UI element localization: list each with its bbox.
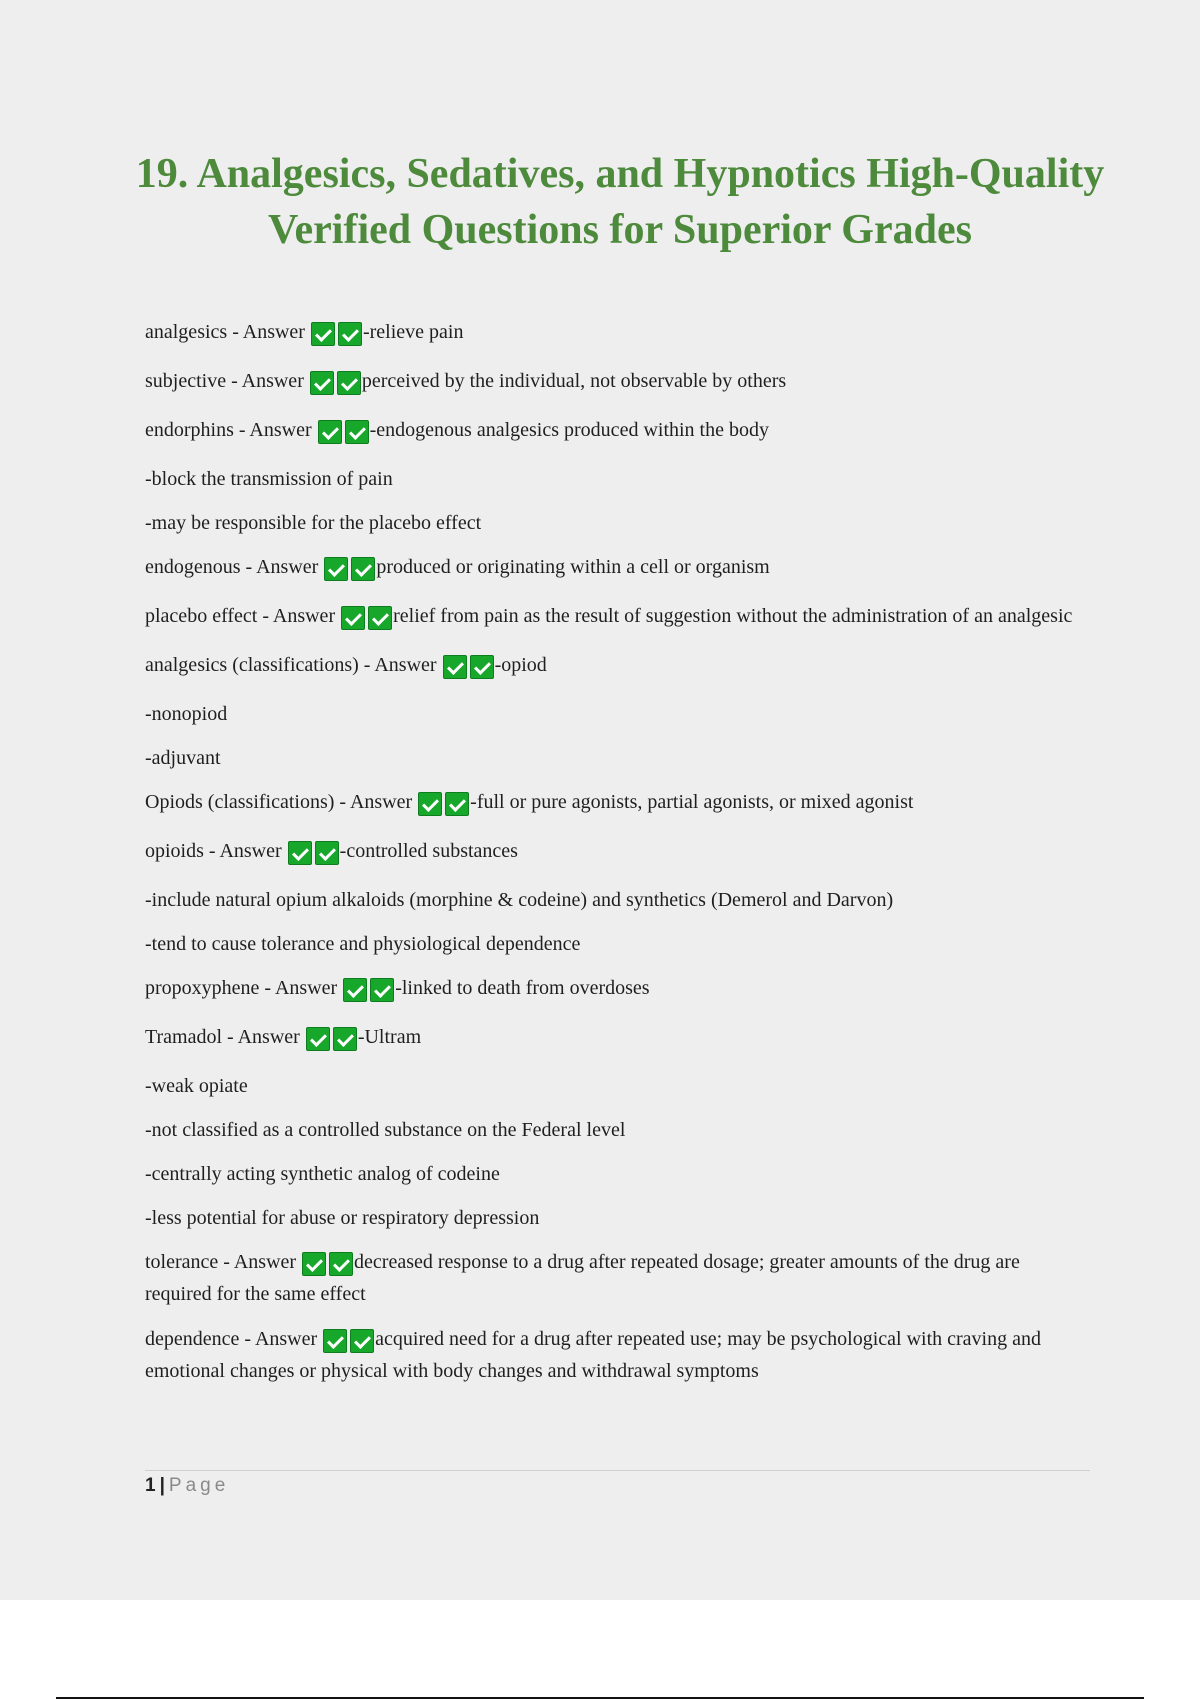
entry-note bbox=[145, 1160, 1090, 1188]
entry-text: -centrally acting synthetic analog of codeine bbox=[145, 1163, 500, 1185]
footer-divider bbox=[145, 1470, 1090, 1471]
entry-answer: -endogenous analgesics produced within the body bbox=[369, 419, 769, 441]
entry-term: dependence - Answer bbox=[145, 1328, 318, 1350]
checkmark-icon bbox=[329, 1252, 353, 1276]
bottom-rule bbox=[56, 1697, 1144, 1699]
qa-entry bbox=[145, 788, 1090, 820]
entry-list bbox=[145, 318, 1090, 1402]
checkmark-icon bbox=[333, 1027, 357, 1051]
checkmark-icon bbox=[470, 655, 494, 679]
entry-text: -include natural opium alkaloids (morphine & codeine) and synthetics (Demerol and Darvon) bbox=[145, 889, 894, 911]
entry-note bbox=[145, 1204, 1090, 1232]
entry-text: -may be responsible for the placebo effect bbox=[145, 512, 482, 534]
checkmark-icon bbox=[315, 841, 339, 865]
answer-marks bbox=[323, 1329, 374, 1357]
checkmark-icon bbox=[318, 420, 342, 444]
entry-answer: relief from pain as the result of suggestion without the administration of an analgesic bbox=[393, 605, 1073, 627]
qa-entry bbox=[145, 651, 1090, 683]
qa-entry bbox=[145, 1325, 1090, 1385]
entry-term: analgesics (classifications) - Answer bbox=[145, 654, 437, 676]
entry-note bbox=[145, 509, 1090, 537]
entry-text: -tend to cause tolerance and physiological dependence bbox=[145, 933, 581, 955]
checkmark-icon bbox=[338, 322, 362, 346]
checkmark-icon bbox=[337, 371, 361, 395]
checkmark-icon bbox=[445, 792, 469, 816]
answer-marks bbox=[306, 1027, 357, 1055]
entry-term: Tramadol - Answer bbox=[145, 1026, 300, 1048]
answer-marks bbox=[318, 420, 369, 448]
entry-text: -block the transmission of pain bbox=[145, 468, 393, 490]
entry-term: endogenous - Answer bbox=[145, 556, 319, 578]
entry-note bbox=[145, 1116, 1090, 1144]
entry-note bbox=[145, 886, 1090, 914]
page-footer bbox=[145, 1474, 229, 1498]
entry-term: subjective - Answer bbox=[145, 370, 304, 392]
qa-entry bbox=[145, 1023, 1090, 1055]
page-number: 1 bbox=[145, 1475, 156, 1496]
entry-answer: decreased response to a drug after repeated dosage; greater amounts of the drug are required for the same effect bbox=[145, 1251, 1020, 1305]
checkmark-icon bbox=[350, 1329, 374, 1353]
qa-entry bbox=[145, 974, 1090, 1006]
checkmark-icon bbox=[343, 978, 367, 1002]
checkmark-icon bbox=[351, 557, 375, 581]
entry-text: -not classified as a controlled substance on the Federal level bbox=[145, 1119, 626, 1141]
entry-answer: -full or pure agonists, partial agonists, or mixed agonist bbox=[470, 791, 914, 813]
qa-entry bbox=[145, 318, 1090, 350]
answer-marks bbox=[310, 371, 361, 399]
checkmark-icon bbox=[311, 322, 335, 346]
answer-marks bbox=[311, 322, 362, 350]
entry-answer: acquired need for a drug after repeated use; may be psychological with craving and emotional changes or physical with body changes and withdrawal symptoms bbox=[145, 1328, 1041, 1382]
entry-term: placebo effect - Answer bbox=[145, 605, 336, 627]
entry-term: endorphins - Answer bbox=[145, 419, 312, 441]
footer-separator: | bbox=[159, 1475, 165, 1496]
qa-entry bbox=[145, 553, 1090, 585]
qa-entry bbox=[145, 367, 1090, 399]
entry-term: propoxyphene - Answer bbox=[145, 977, 338, 999]
entry-note bbox=[145, 465, 1090, 493]
entry-text: -nonopiod bbox=[145, 703, 228, 725]
qa-entry bbox=[145, 837, 1090, 869]
answer-marks bbox=[324, 557, 375, 585]
page-label: Page bbox=[168, 1475, 230, 1496]
entry-answer: perceived by the individual, not observable by others bbox=[361, 370, 787, 392]
entry-term: tolerance - Answer bbox=[145, 1251, 297, 1273]
entry-term: Opiods (classifications) - Answer bbox=[145, 791, 413, 813]
entry-note bbox=[145, 700, 1090, 728]
checkmark-icon bbox=[310, 371, 334, 395]
answer-marks bbox=[443, 655, 494, 683]
checkmark-icon bbox=[345, 420, 369, 444]
checkmark-icon bbox=[368, 606, 392, 630]
entry-answer: produced or originating within a cell or organism bbox=[376, 556, 770, 578]
entry-note bbox=[145, 930, 1090, 958]
checkmark-icon bbox=[418, 792, 442, 816]
entry-note bbox=[145, 744, 1090, 772]
entry-term: opioids - Answer bbox=[145, 840, 282, 862]
checkmark-icon bbox=[302, 1252, 326, 1276]
qa-entry bbox=[145, 1248, 1090, 1308]
checkmark-icon bbox=[370, 978, 394, 1002]
checkmark-icon bbox=[288, 841, 312, 865]
document-title: 19. Analgesics, Sedatives, and Hypnotics High-Quality Verified Questions for Superior Grades bbox=[135, 151, 1105, 253]
answer-marks bbox=[418, 792, 469, 820]
entry-note bbox=[145, 1072, 1090, 1100]
checkmark-icon bbox=[323, 1329, 347, 1353]
checkmark-icon bbox=[341, 606, 365, 630]
checkmark-icon bbox=[306, 1027, 330, 1051]
entry-answer: -Ultram bbox=[357, 1026, 422, 1048]
entry-text: -adjuvant bbox=[145, 747, 221, 769]
entry-answer: -linked to death from overdoses bbox=[395, 977, 650, 999]
answer-marks bbox=[341, 606, 392, 634]
qa-entry bbox=[145, 602, 1090, 634]
qa-entry bbox=[145, 416, 1090, 448]
answer-marks bbox=[288, 841, 339, 869]
checkmark-icon bbox=[324, 557, 348, 581]
answer-marks bbox=[343, 978, 394, 1006]
answer-marks bbox=[302, 1252, 353, 1280]
checkmark-icon bbox=[443, 655, 467, 679]
entry-text: -weak opiate bbox=[145, 1075, 248, 1097]
entry-answer: -relieve pain bbox=[362, 321, 464, 343]
entry-term: analgesics - Answer bbox=[145, 321, 305, 343]
entry-text: -less potential for abuse or respiratory depression bbox=[145, 1207, 540, 1229]
entry-answer: -controlled substances bbox=[339, 840, 518, 862]
entry-answer: -opiod bbox=[494, 654, 547, 676]
